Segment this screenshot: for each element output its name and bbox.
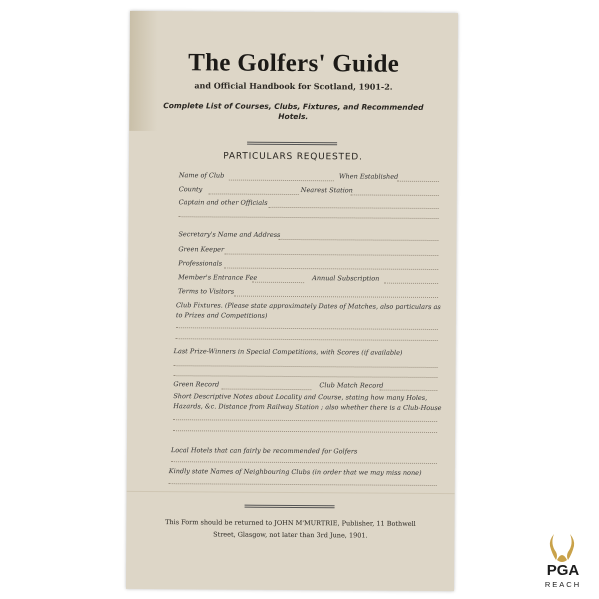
label-green-record: Green Record [173, 380, 220, 389]
footer-divider-rule [245, 505, 335, 509]
label-club-match-record: Club Match Record [319, 381, 384, 390]
document-subtitle: and Official Handbook for Scotland, 1901-2. [194, 80, 393, 92]
label-green-keeper: Green Keeper [178, 245, 225, 254]
return-instructions-line-1: This Form should be returned to JOHN M'MURTRIE, Publisher, 11 Bothwell [165, 518, 416, 528]
field-line-notes [173, 419, 437, 422]
label-county: County [178, 185, 203, 194]
field-line-club-match-record [379, 390, 437, 391]
field-line-notes-2 [173, 430, 437, 433]
logo-sub: REACH [544, 580, 582, 589]
field-line-club-fixtures [176, 327, 438, 330]
label-annual-subscription: Annual Subscription [312, 274, 380, 283]
label-name-of-club: Name of Club [178, 171, 225, 180]
field-line-green-keeper [224, 254, 438, 256]
label-when-established: When Established [338, 172, 399, 181]
field-line-captain-2 [179, 216, 439, 219]
label-terms-visitors: Terms to Visitors [178, 287, 235, 296]
field-line-when-established [397, 181, 439, 182]
label-nearest-station: Nearest Station [300, 186, 353, 195]
fold-crease [127, 491, 455, 494]
field-line-last-prize-2 [173, 375, 437, 378]
field-line-last-prize [174, 365, 438, 368]
field-line-professionals [224, 268, 438, 270]
label-secretary: Secretary's Name and Address [178, 230, 281, 239]
document-title: The Golfers' Guide [188, 49, 400, 78]
field-line-entrance-fee [252, 282, 304, 283]
label-entrance-fee: Member's Entrance Fee [178, 273, 258, 282]
field-line-secretary [278, 239, 438, 241]
field-line-local-hotels [171, 461, 437, 464]
field-line-green-record [221, 389, 311, 391]
form-sheet [126, 11, 458, 591]
field-line-name-of-club [229, 180, 334, 182]
field-line-club-fixtures-2 [176, 338, 438, 341]
complete-list-heading: Complete List of Courses, Clubs, Fixtures, and Recommended Hotels. [163, 101, 424, 122]
return-instructions [146, 516, 434, 542]
label-notes: Short Descriptive Notes about Locality and Course, stating how many Holes, [173, 392, 428, 402]
label-last-prize: Last Prize-Winners in Special Competitions, with Scores (if available) [173, 347, 403, 357]
label-local-hotels: Local Hotels that can fairly be recommended for Golfers [170, 446, 358, 456]
divider-rule [247, 142, 337, 146]
label-club-fixtures-2: to Prizes and Competitions) [175, 311, 268, 320]
label-professionals: Professionals [178, 259, 223, 268]
field-line-neighbouring-clubs [169, 483, 437, 486]
field-line-terms-visitors [234, 296, 438, 298]
particulars-heading: PARTICULARS REQUESTED. [223, 151, 363, 163]
label-notes-2: Hazards, &c. Distance from Railway Station ; also whether there is a Club-House [173, 402, 442, 413]
field-line-nearest-station [351, 194, 439, 196]
label-neighbouring-clubs: Kindly state Names of Neighbouring Clubs (in order that we may miss none) [168, 467, 422, 477]
label-club-fixtures: Club Fixtures. (Please state approximately Dates of Matches, also particulars as [175, 301, 441, 312]
return-instructions-line-2: Street, Glasgow, not later than 3rd June, 1901. [213, 530, 368, 540]
field-line-captain [269, 207, 439, 209]
field-line-annual-subscription [384, 283, 438, 284]
logo-name: PGA [546, 562, 580, 579]
field-line-county [209, 193, 299, 195]
label-captain: Captain and other Officials [178, 198, 268, 207]
